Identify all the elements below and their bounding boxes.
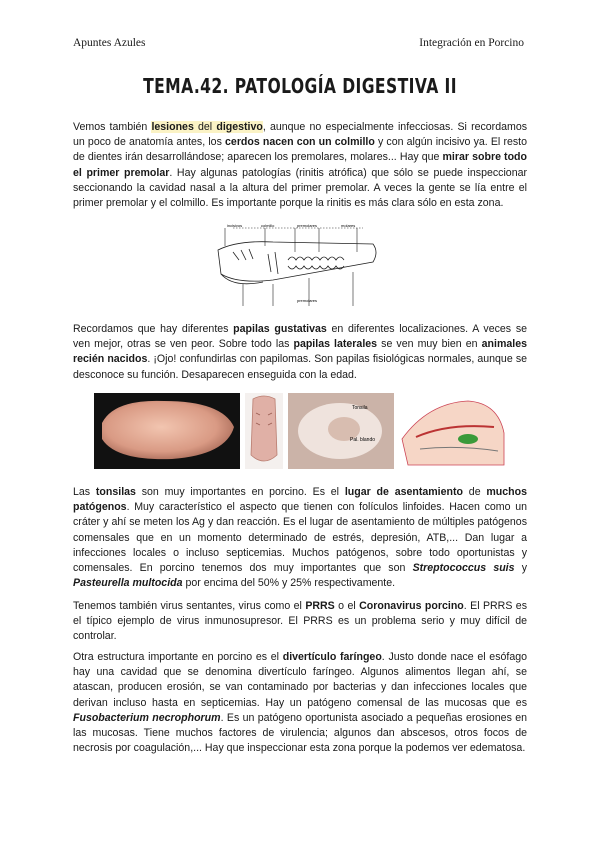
- header-left: Apuntes Azules: [73, 37, 146, 49]
- paragraph-virus: Tenemos también virus sentantes, virus como el PRRS o el Coronavirus porcino. El PRRS es el típico ejemplo de virus inmunosupresor. El PRRS es un problema serio y muy difícil de controlar.: [73, 600, 527, 643]
- paragraph-diverticulo: Otra estructura importante en porcino es el divertículo faríngeo. Justo donde nace el esófago hay una cavidad que se denomina divertículo faríngeo. Algunos alimentos llegan ahí, se atascan, producen erosión, se van contaminado por bacterias y dan infecciones locales que derivan incluso hasta en septicemias. Hay un patógeno comensal de las mucosas que es Fusobacterium necrophorum. Es un patógeno oportunista asociado a pequeñas erosiones en las mucosas. Tiene muchos factores de virulencia; algunos dan abscesos, otros focos de necrosis por coagulación,... Hay que inspeccionar esta zona porque la podemos ver edematosa.: [73, 651, 528, 755]
- paragraph-papilas: Recordamos que hay diferentes papilas gustativas en diferentes localizaciones. A veces se ven mejor, otras se ven peor. Sobre todo las papilas laterales se ven muy bien en animales recién nacidos. ¡Ojo! confundirlas con papilomas. Son papilas fisiológicas normales, aunque se desconoce su función. Desaparecen enseguida con la edad.: [73, 323, 528, 381]
- paragraph-dientes: Vemos también lesiones del digestivo, aunque no especialmente infecciosas. Si recordamos un poco de anatomía antes, los cerdos nacen con un colmillo y con algún incisivo ya. El resto de dientes irán desarrollándose; aparecen los premolares, molares... Hay que mirar sobre todo el primer premolar. Hay algunas patologías (rinitis atrófica) que sólo se puede inspeccionar seccionando la cavidad nasal a la altura del primer premolar. A veces la gente se lía entre el primer premolar y el colmillo. Es importante porque la rinitis es más clara sólo en esta zona.: [73, 121, 528, 210]
- photo-label: Pal. blando: [350, 437, 376, 443]
- paragraph-tonsilas: Las tonsilas son muy importantes en porcino. Es el lugar de asentamiento de muchos patógenos. Muy característico el aspecto que tienen con folículos linfoides. Hacen como un cráter y ahí se meten los Ag y dan reacción. Es el lugar de asentamiento de múltiples patógenos comensales que en un momento determinado de estrés, depresión, ATB,... Dan lugar a infecciones locales o incluso septicemias. Muchos patógenos, sobre todo oportunistas y comensales. En porcino tenemos dos muy importantes que son Streptococcus suis y Pasteurella multocida por encima del 50% y 25% respectivamente.: [73, 486, 528, 590]
- photo-label: Tonsila: [352, 405, 368, 411]
- diagram-label: incisivos: [227, 223, 243, 228]
- page-title: TEMA.42. PATOLOGÍA DIGESTIVA II: [143, 74, 457, 98]
- header-right: Integración en Porcino: [419, 37, 524, 49]
- tongue-photo: [94, 393, 240, 469]
- diagram-label: premolares: [297, 298, 318, 303]
- tonsil-photo: [288, 393, 394, 469]
- diagram-label: molares: [341, 223, 356, 228]
- diagram-label: colmillo: [261, 223, 275, 228]
- dentition-diagram: [213, 222, 383, 310]
- tongue-papillae-photo: [245, 393, 283, 469]
- head-section-diagram: [398, 393, 506, 469]
- diagram-label: premolares: [297, 223, 318, 228]
